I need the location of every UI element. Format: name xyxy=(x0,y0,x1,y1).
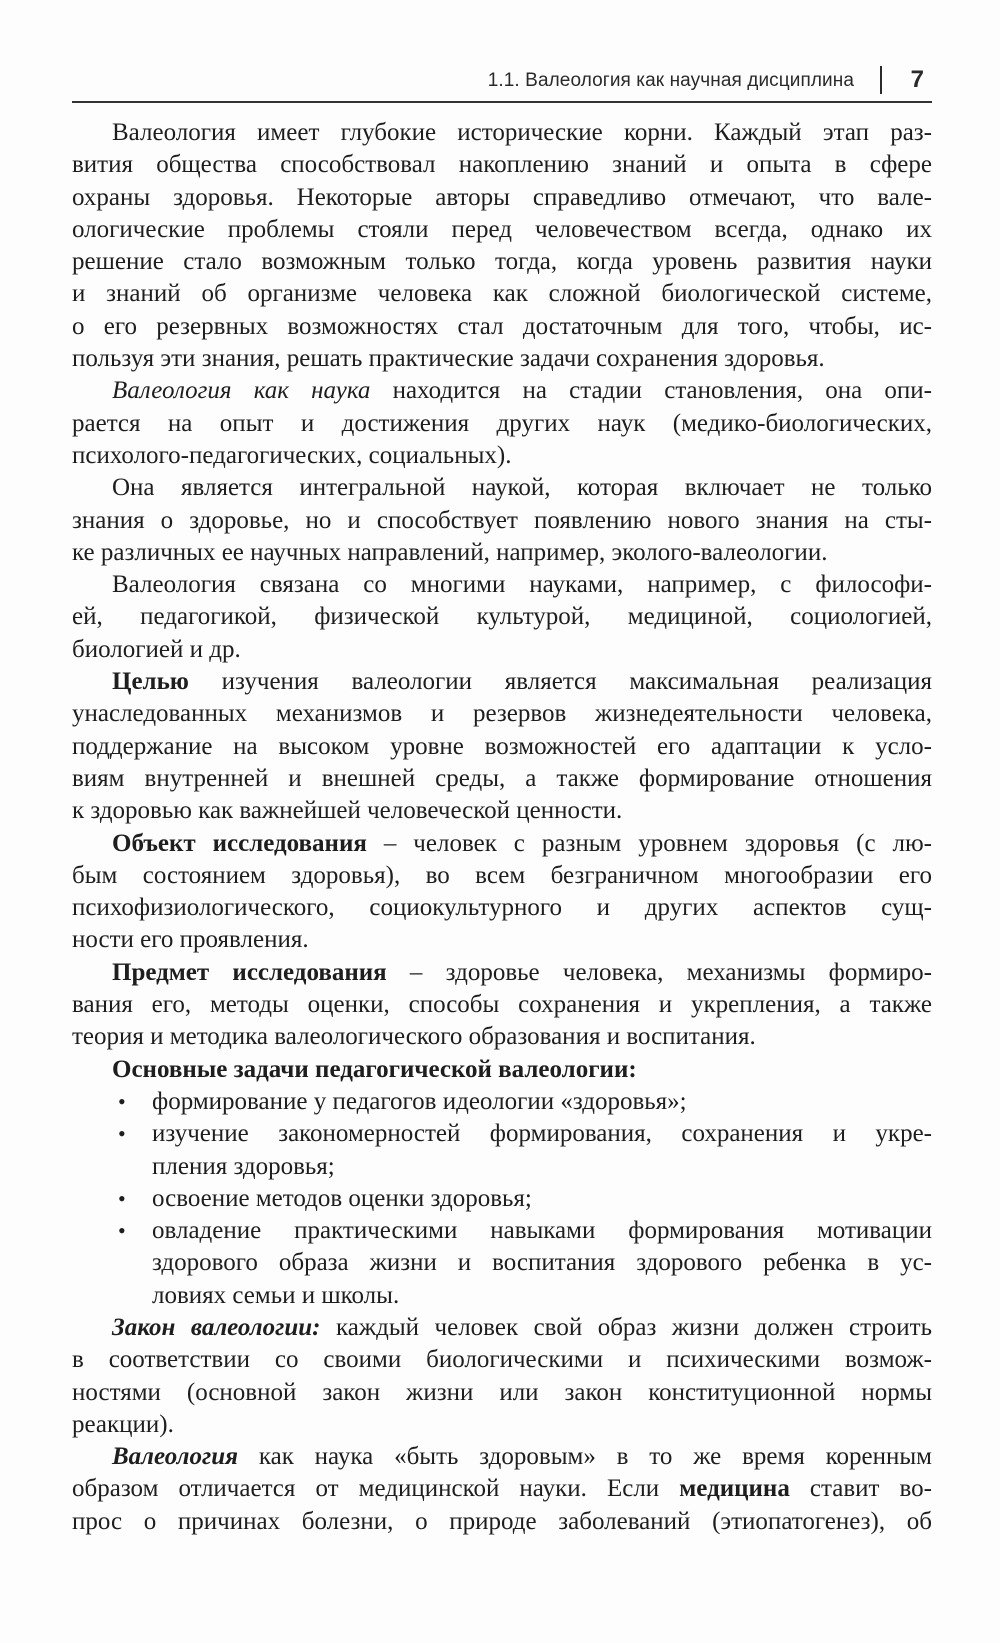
text-line: ке различных ее научных направлений, например, эколого-валеологии. xyxy=(72,538,828,566)
text-line xyxy=(72,828,932,860)
text-line: поддержание на высоком уровне возможностей его адаптации к усло- xyxy=(72,732,932,760)
text-line: о его резервных возможностях стал достаточным для того, чтобы, ис- xyxy=(72,312,932,340)
text-line: решение стало возможным только тогда, когда уровень развития науки xyxy=(72,248,932,276)
text-line xyxy=(72,1473,932,1505)
text-run: изучения валеологии является максимальная реализация xyxy=(188,668,932,696)
list-item xyxy=(72,1118,932,1150)
text-line xyxy=(72,1312,932,1344)
bold-term: Предмет исследования xyxy=(112,958,387,986)
text-line: Валеология связана со многими науками, например, с философи- xyxy=(112,571,932,599)
text-line: реакции). xyxy=(72,1410,174,1438)
text-run: каждый человек свой образ жизни должен строить xyxy=(320,1313,933,1341)
list-item-text: освоение методов оценки здоровья; xyxy=(152,1184,532,1212)
text-line xyxy=(72,957,932,989)
list-item-text: изучение закономерностей формирования, сохранения и укре- xyxy=(152,1120,932,1148)
running-title: 1.1. Валеология как научная дисциплина xyxy=(487,70,854,91)
text-line: Она является интегральной наукой, которая включает не только xyxy=(112,474,932,502)
text-line: охраны здоровья. Некоторые авторы справедливо отмечают, что вале- xyxy=(72,183,932,211)
text-line: унаследованных механизмов и резервов жизнедеятельности человека, xyxy=(72,700,932,728)
text-line: к здоровью как важнейшей человеческой ценности. xyxy=(72,797,623,825)
italic-term: Валеология как наука xyxy=(112,377,371,405)
text-line xyxy=(72,666,932,698)
text-line xyxy=(72,375,932,407)
text-line: психолого-педагогических, социальных). xyxy=(72,441,512,469)
text-run: – здоровье человека, механизмы формиро- xyxy=(386,958,932,986)
bullet-icon: • xyxy=(118,1121,126,1147)
text-line: психофизиологического, социокультурного и других аспектов сущ- xyxy=(72,894,932,922)
list-item-continuation: ловиях семьи и школы. xyxy=(152,1281,400,1309)
text-line: биологией и др. xyxy=(72,635,241,663)
text-line: виям внутренней и внешней среды, а также формирование отношения xyxy=(72,764,932,792)
bold-term: медицина xyxy=(679,1475,790,1503)
bold-italic-term: Валеология xyxy=(112,1443,238,1471)
text-line: рается на опыт и достижения других наук (медико-биологических, xyxy=(72,409,932,437)
text-run: – человек с разным уровнем здоровья (с лю- xyxy=(366,829,932,857)
bold-italic-term: Закон валеологии: xyxy=(112,1313,321,1341)
text-line: в соответствии со своими биологическими и психическими возмож- xyxy=(72,1346,932,1374)
text-line: ологические проблемы стояли перед человечеством всегда, однако их xyxy=(72,215,932,243)
header-separator xyxy=(880,66,882,94)
text-line: ностями (основной закон жизни или закон конституционной нормы xyxy=(72,1378,932,1406)
text-line: вания его, методы оценки, способы сохранения и укрепления, а также xyxy=(72,991,932,1019)
text-line: теория и методика валеологического образования и воспитания. xyxy=(72,1023,756,1051)
list-item xyxy=(72,1183,932,1215)
text-run: ставит во- xyxy=(789,1475,932,1503)
text-line xyxy=(72,1441,932,1473)
bold-term: Объект исследования xyxy=(112,829,367,857)
text-line: бым состоянием здоровья), во всем безграничном многообразии его xyxy=(72,861,932,889)
bullet-icon: • xyxy=(118,1088,126,1114)
bullet-icon: • xyxy=(118,1218,126,1244)
text-line: знания о здоровье, но и способствует появлению нового знания на сты- xyxy=(72,506,932,534)
list-item-text: овладение практическими навыками формирования мотивации xyxy=(152,1217,932,1245)
header-rule xyxy=(72,101,932,103)
running-header xyxy=(72,62,932,102)
list-item-continuation: здорового образа жизни и воспитания здорового ребенка в ус- xyxy=(152,1249,932,1277)
list-item-text: формирование у педагогов идеологии «здоровья»; xyxy=(152,1087,687,1115)
list-item xyxy=(72,1215,932,1247)
text-line: вития общества способствовал накоплению знаний и опыта в сфере xyxy=(72,151,932,179)
bold-term: Целью xyxy=(112,668,189,696)
text-run: образом отличается от медицинской науки. Если xyxy=(72,1475,680,1503)
text-line: пользуя эти знания, решать практические задачи сохранения здоровья. xyxy=(72,345,825,373)
text-line: Валеология имеет глубокие исторические корни. Каждый этап раз- xyxy=(112,119,932,146)
text-run: находится на стадии становления, она опи- xyxy=(370,377,932,405)
text-line: прос о причинах болезни, о природе заболеваний (этиопатогенез), об xyxy=(72,1507,932,1535)
page-number: 7 xyxy=(910,66,924,93)
text-line: ности его проявления. xyxy=(72,926,309,954)
tasks-heading: Основные задачи педагогической валеологии: xyxy=(112,1055,637,1083)
text-line: ей, педагогикой, физической культурой, медициной, социологией, xyxy=(72,603,932,631)
list-item xyxy=(72,1086,932,1118)
list-item-continuation: пления здоровья; xyxy=(152,1152,335,1180)
text-line: и знаний об организме человека как сложной биологической системе, xyxy=(72,280,932,308)
page-body xyxy=(72,117,932,1538)
text-run: как наука «быть здоровым» в то же время коренным xyxy=(238,1443,932,1471)
bullet-icon: • xyxy=(118,1185,126,1211)
